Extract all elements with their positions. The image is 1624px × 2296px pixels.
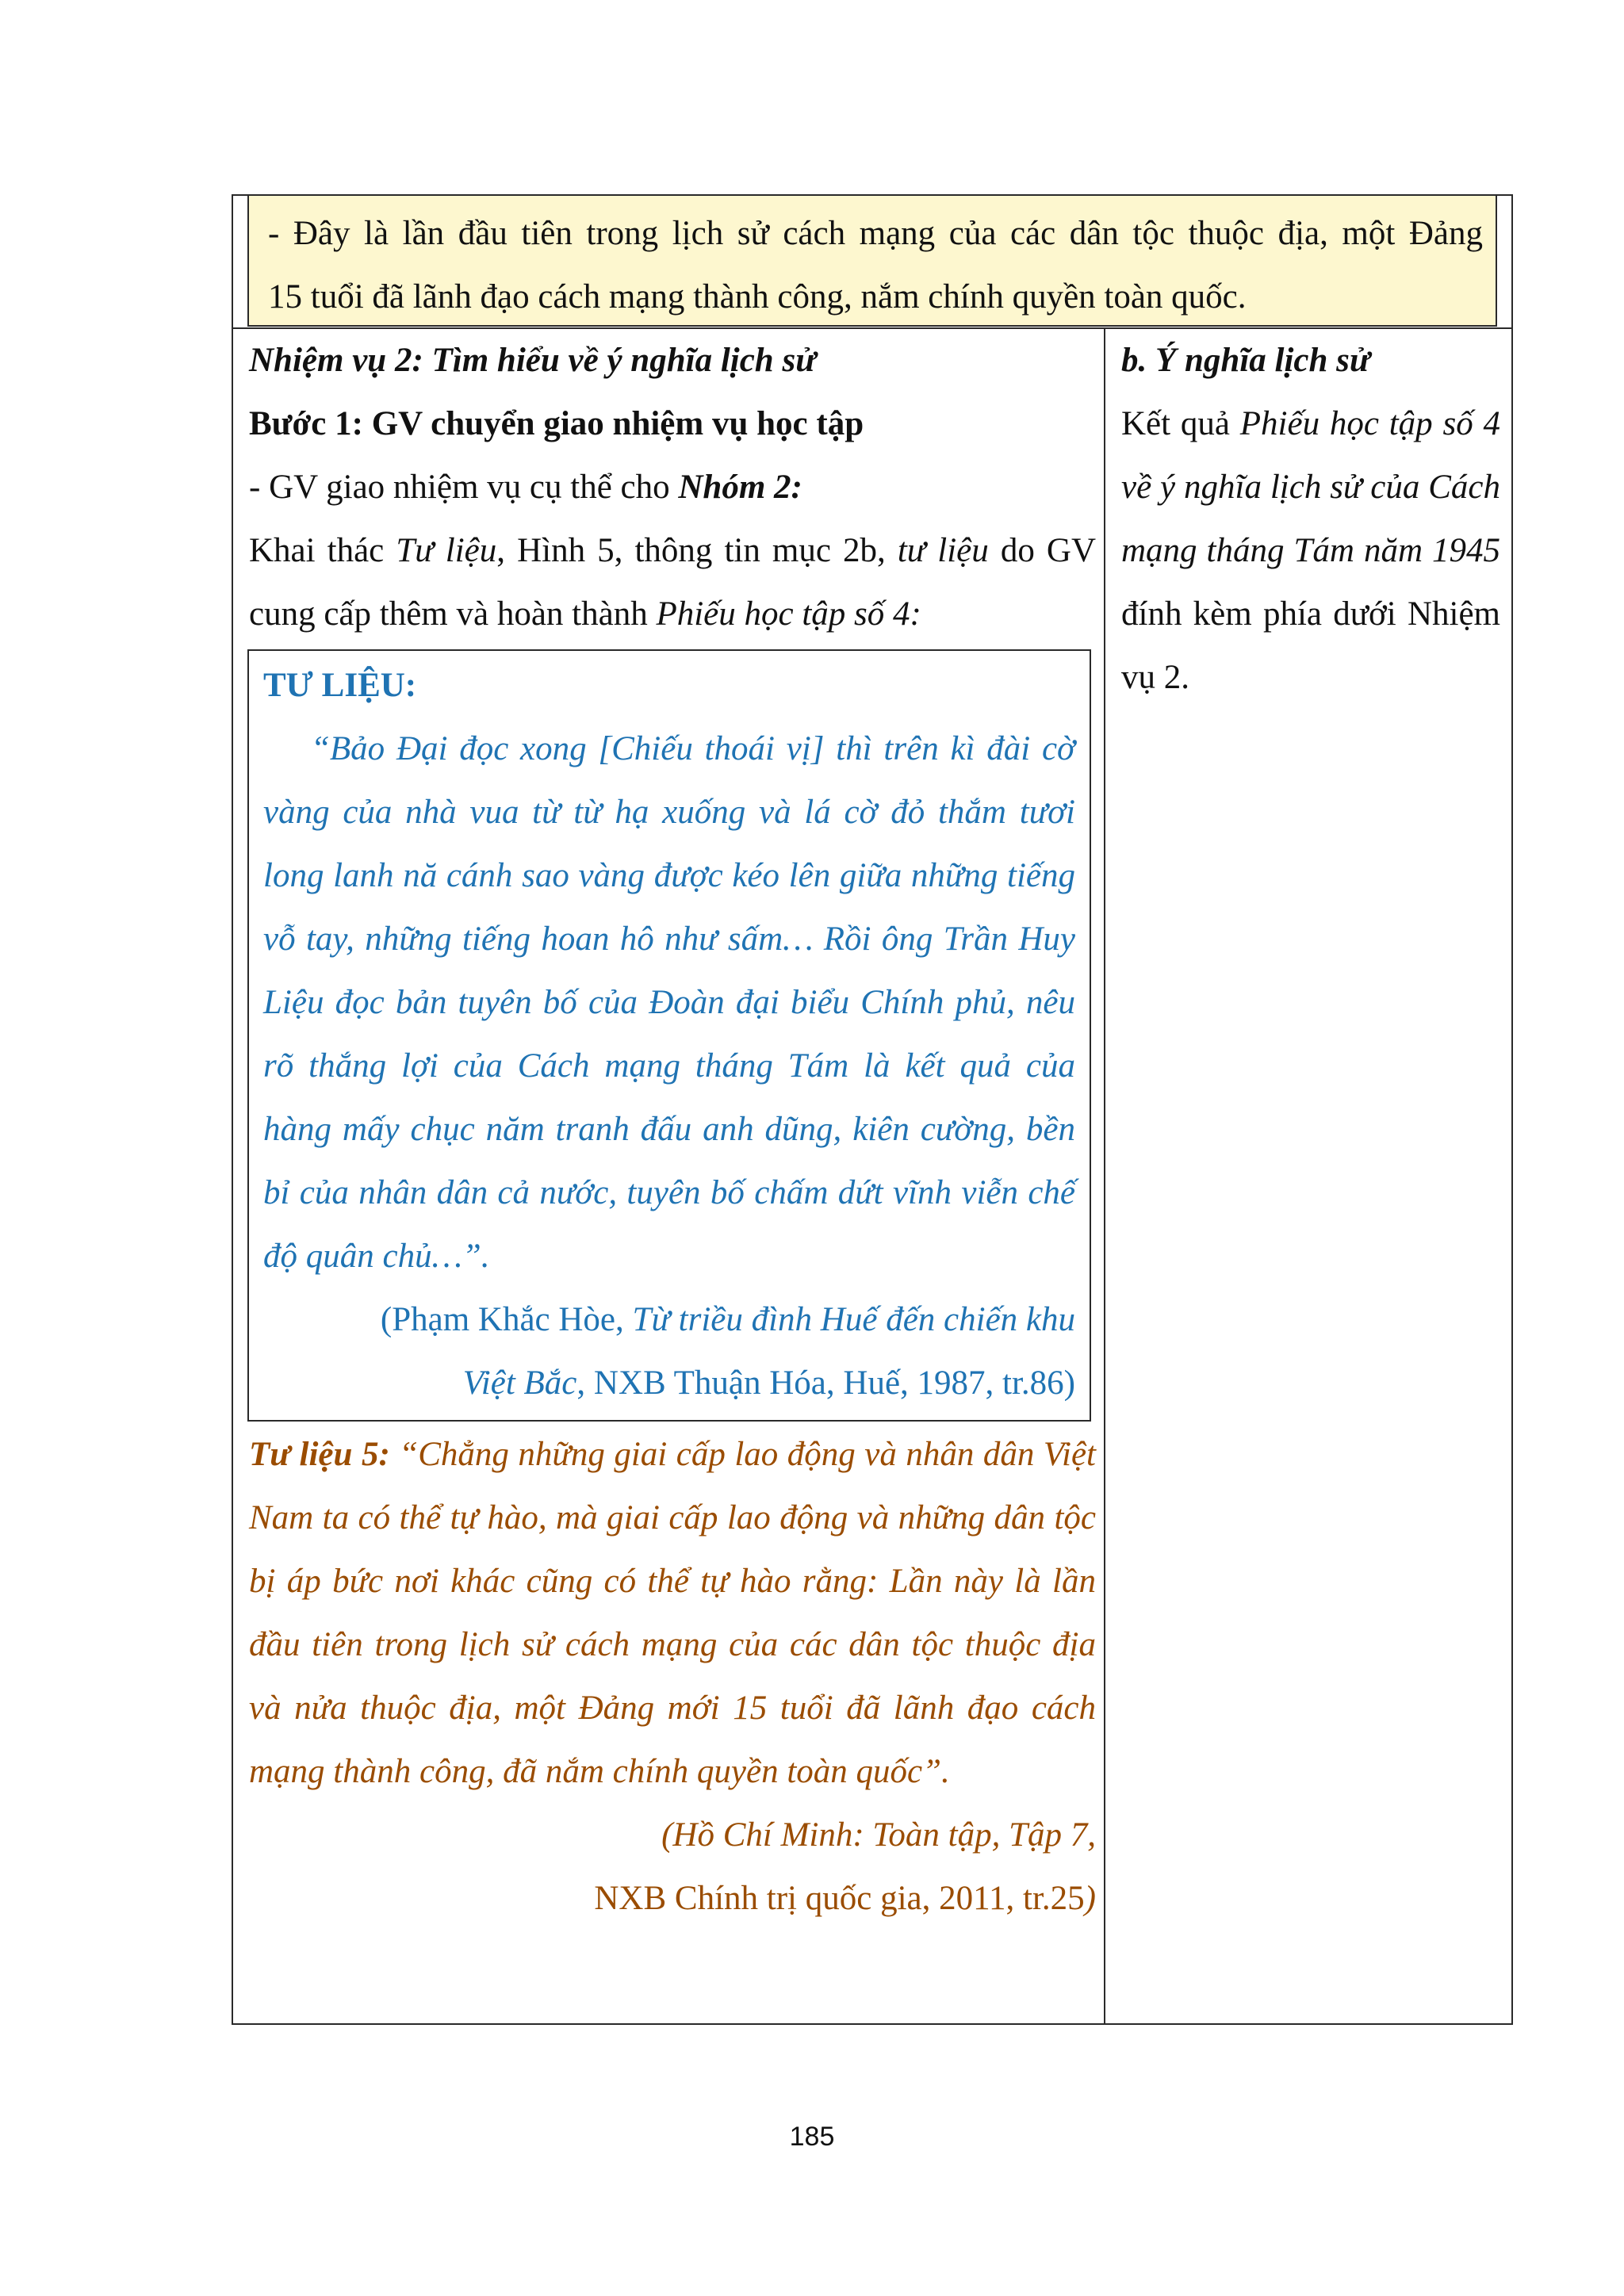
column-divider (1104, 327, 1105, 2023)
tl5-label: Tư liệu 5: (249, 1436, 390, 1473)
step-1-heading: Bước 1: GV chuyển giao nhiệm vụ học tập (249, 405, 864, 442)
tl5-paragraph (249, 1423, 1096, 1804)
result-text-1: Kết quả (1121, 405, 1240, 442)
exploit-tuliu-2: tư liệu (897, 532, 989, 569)
quote-heading: TƯ LIỆU: (263, 667, 417, 704)
tl5-source-publisher: NXB Chính trị quốc gia, 2011, tr.25 (594, 1880, 1085, 1917)
tl5-source-line-2 (249, 1867, 1096, 1931)
source-quote-box (247, 649, 1091, 1422)
exploit-text-3: do GV cung cấp thêm và hoàn thành (249, 532, 1096, 633)
exploit-text-1: Khai thác (249, 532, 396, 569)
quote-source-rest: , NXB Thuận Hóa, Huế, 1987, tr.86) (576, 1364, 1075, 1402)
result-column (1121, 329, 1500, 710)
quote-source-title-2: Việt Bắc (462, 1364, 577, 1402)
summary-line-1: - Đây là lần đầu tiên trong lịch sử cách mạng của các dân tộc thuộc địa, một Đảng (268, 215, 1483, 252)
task-title: Nhiệm vụ 2: Tìm hiểu về ý nghĩa lịch sử (249, 342, 816, 379)
quote-source-open: (Phạm Khắc Hòe, (380, 1301, 633, 1338)
exploit-phieu: Phiếu học tập số 4: (656, 595, 921, 633)
page-number: 185 (789, 2122, 835, 2152)
exploit-tuliu: Tư liệu (396, 532, 497, 569)
tl5-source-close: ) (1084, 1880, 1096, 1917)
assign-group: Nhóm 2: (678, 469, 802, 506)
result-text-3: đính kèm phía dưới Nhiệm vụ 2. (1121, 595, 1500, 696)
tl5-text: “Chẳng những giai cấp lao động và nhân dân Việt Nam ta có thể tự hào, mà giai cấp lao động và những dân tộc bị áp bức nơi khác cũng có thể tự hào rằng: Lần này là lần đầu tiên trong lịch sử cách mạng của các dân tộc thuộc địa và nửa thuộc địa, một Đảng mới 15 tuổi đã lãnh đạo cách mạng thành công, đã nắm chính quyền toàn quốc”. (249, 1436, 1096, 1790)
summary-line-2: 15 tuổi đã lãnh đạo cách mạng thành công, nắm chính quyền toàn quốc. (268, 278, 1247, 316)
summary-highlight-box (247, 196, 1497, 327)
assign-line (249, 456, 1096, 519)
result-text-2: Phiếu học tập số 4 về ý nghĩa lịch sử của Cách mạng tháng Tám năm 1945 (1121, 405, 1500, 569)
result-text (1121, 392, 1500, 710)
quote-source (263, 1288, 1075, 1415)
tl5-source-line-1: (Hồ Chí Minh: Toàn tập, Tập 7, (661, 1816, 1096, 1854)
quote-text: “Bảo Đại đọc xong [Chiếu thoái vị] thì trên kì đài cờ vàng của nhà vua từ từ hạ xuống và lá cờ đỏ thắm tươi long lanh nă cánh sao vàng được kéo lên giữa những tiếng vỗ tay, những tiếng hoan hô như sấm… Rồi ông Trần Huy Liệu đọc bản tuyên bố của Đoàn đại biểu Chính phủ, nêu rõ thắng lợi của Cách mạng tháng Tám là kết quả của hàng mấy chục năm tranh đấu anh dũng, kiên cường, bền bỉ của nhân dân cả nước, tuyên bố chấm dứt vĩnh viễn chế độ quân chủ…”. (263, 730, 1075, 1275)
assign-prefix: - GV giao nhiệm vụ cụ thể cho (249, 469, 679, 506)
result-heading: b. Ý nghĩa lịch sử (1121, 342, 1370, 379)
quote-source-title-1: Từ triều đình Huế đến chiến khu (632, 1301, 1075, 1338)
exploit-paragraph (249, 519, 1096, 646)
exploit-text-2: , Hình 5, thông tin mục 2b, (496, 532, 898, 569)
lesson-table (232, 194, 1513, 2025)
activity-column (249, 329, 1096, 1931)
